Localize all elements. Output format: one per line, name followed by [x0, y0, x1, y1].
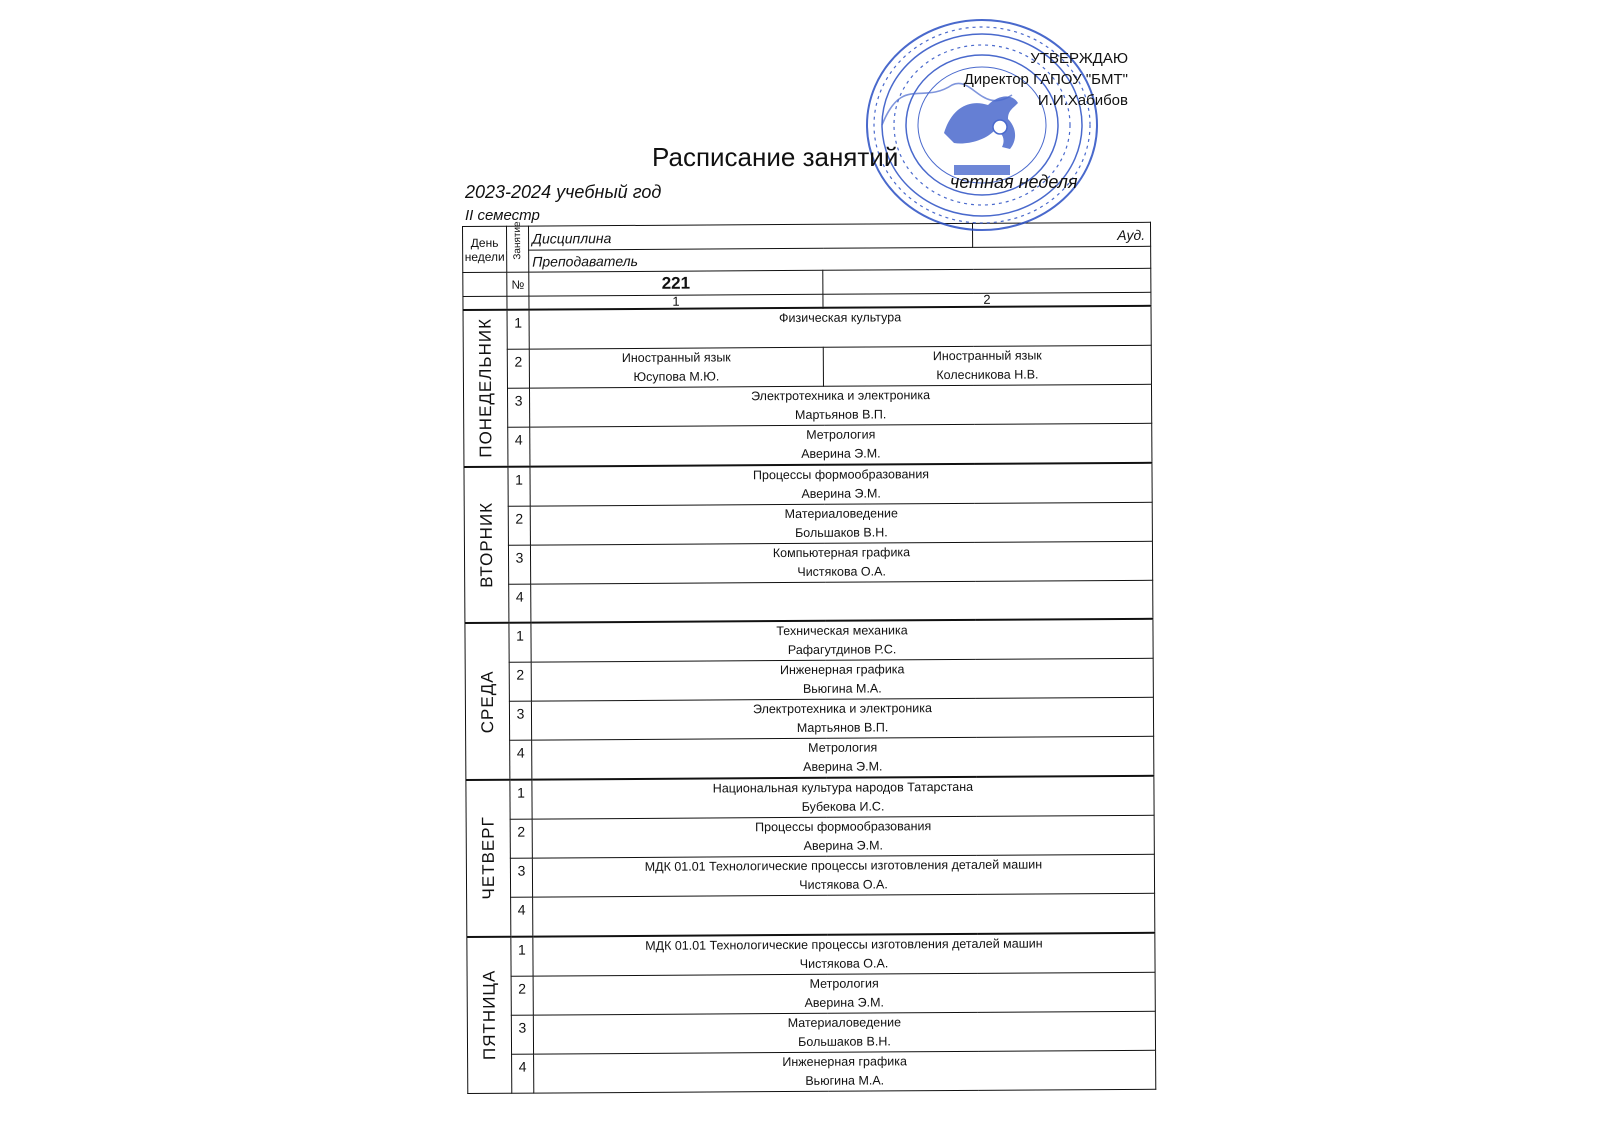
lesson-cell [533, 1011, 1155, 1054]
day-cell [463, 310, 508, 467]
teacher-name: Чистякова О.А. [799, 877, 888, 892]
subject-name: Процессы формообразования [755, 819, 932, 835]
lesson-row [465, 580, 1153, 623]
subject-name: Метрология [808, 740, 878, 755]
semester: II семестр [465, 207, 540, 224]
lesson-row [465, 658, 1153, 701]
lesson-row [463, 306, 1151, 349]
header-day: День недели [463, 226, 507, 272]
lesson-number: 2 [508, 506, 530, 545]
lesson-row [467, 972, 1155, 1015]
lesson-row [466, 854, 1154, 897]
subject-name: Национальная культура народов Татарстана [712, 779, 974, 796]
subject-name: Электротехника и электроника [752, 701, 932, 717]
subject-name: Метрология [806, 426, 876, 442]
lesson-cell [533, 972, 1155, 1015]
day-cell [466, 780, 511, 937]
lesson-row [465, 697, 1153, 740]
sub-blank-1 [463, 296, 507, 310]
lesson-number: 1 [507, 310, 529, 349]
lesson-cell [531, 697, 1153, 740]
lesson-cell [532, 776, 1154, 819]
teacher-name: Большаков В.Н. [795, 524, 888, 540]
lesson-cell [531, 658, 1153, 701]
subject-name: Процессы формообразования [752, 466, 930, 482]
teacher-name: Большаков В.Н. [798, 1033, 891, 1049]
page-title: Расписание занятий [652, 142, 899, 172]
lesson-cell [529, 384, 1151, 427]
header-room: Ауд. [972, 222, 1150, 247]
lesson-cell-subgroup-2 [823, 345, 1151, 386]
lesson-cell [531, 619, 1153, 662]
teacher-name: Мартьянов В.П. [794, 406, 887, 422]
lesson-number: 2 [511, 976, 533, 1015]
lesson-row [467, 1011, 1155, 1054]
lesson-number: 4 [511, 897, 533, 936]
lesson-row [466, 815, 1154, 858]
teacher-name: Аверина Э.М. [804, 994, 884, 1010]
approval-block [964, 48, 1128, 111]
day-name: ЧЕТВЕРГ [478, 816, 498, 900]
teacher-name: Аверина Э.М. [801, 445, 881, 461]
sub-blank-2 [507, 296, 529, 310]
subject-name: Компьютерная графика [772, 544, 911, 560]
day-cell [465, 623, 510, 780]
lesson-number: 3 [509, 701, 531, 740]
subject-name: Инженерная графика [779, 662, 905, 678]
lesson-row [466, 736, 1154, 780]
lesson-number: 3 [511, 1015, 533, 1054]
header-lesson-label: Занятие [511, 221, 524, 260]
header-no: № [507, 272, 529, 296]
academic-year: 2023-2024 учебный год [465, 182, 662, 202]
day-name: ПЯТНИЦА [479, 969, 499, 1061]
subject-name: Иностранный язык [621, 349, 731, 365]
subject-name: Электротехника и электроника [751, 387, 931, 403]
week-type: четная неделя [950, 172, 1078, 192]
lesson-cell [530, 462, 1152, 505]
lesson-row [464, 502, 1152, 545]
lesson-cell [533, 893, 1155, 936]
lesson-row [463, 384, 1151, 427]
subject-name: Техническая механика [776, 623, 908, 639]
header-teacher: Преподаватель [529, 246, 1151, 272]
lesson-cell-subgroup-1 [529, 347, 823, 388]
day-name: СРЕДА [477, 669, 497, 733]
lesson-number: 1 [511, 936, 533, 976]
lesson-cell [531, 580, 1153, 623]
lesson-number: 4 [512, 1054, 534, 1093]
lesson-number: 2 [510, 819, 532, 858]
lesson-cell [529, 306, 1151, 349]
lesson-number: 3 [508, 545, 530, 584]
teacher-name: Бубекова И.С. [801, 799, 885, 814]
group-number: 221 [529, 270, 823, 296]
subject-name: Инженерная графика [782, 1053, 907, 1069]
lesson-row [465, 619, 1153, 663]
lesson-number: 2 [507, 349, 529, 388]
subgroup-1: 1 [529, 294, 823, 309]
lesson-cell [532, 815, 1154, 858]
lesson-row [463, 345, 1151, 388]
subject-name: Метрология [809, 975, 879, 991]
lesson-number: 4 [509, 584, 531, 623]
approval-line-2: Директор ГАПОУ "БМТ" [963, 71, 1128, 88]
subject-name: МДК 01.01 Технологические процессы изготовления деталей машин [645, 935, 1043, 953]
lesson-cell [530, 423, 1152, 466]
header-discipline: Дисциплина [529, 223, 973, 250]
subject-name: Физическая культура [778, 310, 902, 326]
lesson-number: 3 [507, 388, 529, 427]
subject-name: Материаловедение [787, 1014, 902, 1030]
lesson-row [464, 541, 1152, 584]
lesson-row [468, 1050, 1156, 1093]
lesson-row [467, 893, 1155, 936]
subject-name: Материаловедение [784, 505, 898, 521]
approval-line-3: И.И.Хабибов [1037, 92, 1128, 109]
lesson-cell [532, 736, 1154, 779]
header-lesson [507, 221, 529, 272]
subgroup-2: 2 [823, 292, 1151, 308]
day-name: ПОНЕДЕЛЬНИК [475, 318, 495, 458]
lesson-cell [530, 502, 1152, 545]
subject-name: Иностранный язык [932, 347, 1042, 363]
lesson-number: 1 [509, 623, 531, 663]
day-cell [467, 936, 512, 1093]
teacher-name: Колесникова Н.В. [936, 366, 1039, 382]
day-name: ВТОРНИК [476, 501, 496, 588]
lesson-row [464, 462, 1152, 506]
lesson-number: 2 [509, 662, 531, 701]
teacher-name: Аверина Э.М. [803, 838, 884, 853]
teacher-name: Аверина Э.М. [803, 759, 883, 774]
lesson-number: 3 [510, 858, 532, 897]
schedule-table [462, 222, 1156, 1094]
lesson-cell [532, 854, 1154, 897]
lesson-row [467, 932, 1155, 976]
teacher-name: Вьюгина М.А. [802, 681, 882, 696]
lesson-number: 1 [508, 466, 530, 506]
subject-name: МДК 01.01 Технологические процессы изготовления деталей машин [644, 857, 1043, 874]
lesson-number: 4 [508, 427, 530, 467]
day-cell [464, 466, 509, 623]
schedule-body [463, 306, 1156, 1093]
lesson-row [464, 423, 1152, 467]
teacher-name: Мартьянов В.П. [796, 720, 889, 735]
group-empty [823, 268, 1151, 294]
teacher-name: Вьюгина М.А. [805, 1072, 885, 1088]
teacher-name: Рафагутдинов Р.С. [787, 642, 897, 658]
lesson-row [466, 776, 1154, 820]
lesson-number: 4 [510, 740, 532, 780]
schedule-sheet [462, 222, 1155, 1106]
teacher-name: Чистякова О.А. [799, 955, 889, 971]
lesson-cell [533, 932, 1155, 975]
teacher-name: Чистякова О.А. [797, 563, 886, 579]
lesson-cell [534, 1050, 1156, 1093]
approval-line-1: УТВЕРЖДАЮ [1030, 50, 1128, 67]
teacher-name: Аверина Э.М. [801, 485, 881, 501]
teacher-name: Юсупова М.Ю. [633, 368, 720, 384]
header-blank [463, 272, 507, 296]
lesson-number: 1 [510, 780, 532, 820]
lesson-cell [530, 541, 1152, 584]
